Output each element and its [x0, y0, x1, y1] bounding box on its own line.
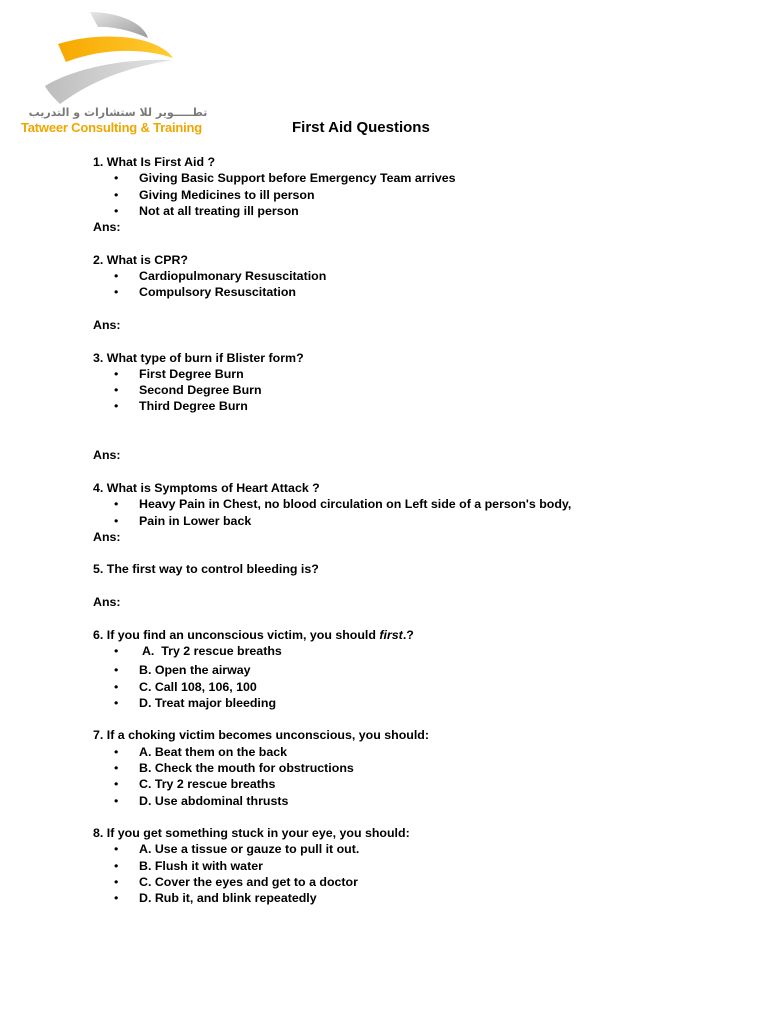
- option: • B. Check the mouth for obstructions: [93, 760, 753, 776]
- option: • D. Use abdominal thrusts: [93, 793, 753, 809]
- option: • B. Flush it with water: [93, 858, 753, 874]
- answer-label: Ans:: [93, 448, 121, 463]
- question-1-options: [93, 170, 753, 219]
- question-3-options: [93, 366, 753, 415]
- option: • Heavy Pain in Chest, no blood circulation on Left side of a person's body,: [93, 496, 753, 512]
- option: • C. Cover the eyes and get to a doctor: [93, 874, 753, 890]
- document-title: First Aid Questions: [292, 119, 430, 136]
- question-6-options: [93, 643, 753, 711]
- option: • B. Open the airway: [93, 662, 753, 678]
- option: • Giving Medicines to ill person: [93, 187, 753, 203]
- question-7: 7. If a choking victim becomes unconscious, you should:: [93, 728, 429, 743]
- question-4: 4. What is Symptoms of Heart Attack ?: [93, 480, 320, 495]
- option: • C. Call 108, 106, 100: [93, 679, 753, 695]
- option: • D. Treat major bleeding: [93, 695, 753, 711]
- question-list: [93, 154, 753, 907]
- question-6-text: 6. If you find an unconscious victim, you should: [93, 627, 380, 642]
- option: • Giving Basic Support before Emergency Team arrives: [93, 170, 753, 186]
- company-logo: [18, 6, 218, 136]
- option: • Cardiopulmonary Resuscitation: [93, 268, 753, 284]
- option: • Compulsory Resuscitation: [93, 284, 753, 300]
- answer-label: Ans:: [93, 529, 121, 544]
- logo-english-name: Tatweer Consulting & Training: [21, 120, 203, 135]
- question-8-options: [93, 841, 753, 906]
- question-1: 1. What Is First Aid ?: [93, 155, 216, 169]
- answer-label: Ans:: [93, 220, 121, 235]
- question-6: [93, 627, 753, 643]
- question-2: 2. What is CPR?: [93, 252, 189, 267]
- option: • Second Degree Burn: [93, 382, 753, 398]
- question-6-text-end: .?: [402, 627, 414, 642]
- question-5: 5. The first way to control bleeding is?: [93, 562, 319, 577]
- option: • C. Try 2 rescue breaths: [93, 776, 753, 792]
- option: • First Degree Burn: [93, 366, 753, 382]
- question-7-options: [93, 744, 753, 809]
- question-8: 8. If you get something stuck in your eye, you should:: [93, 826, 410, 841]
- question-6-emphasis: first: [379, 627, 403, 642]
- option: • A. Beat them on the back: [93, 744, 753, 760]
- question-4-options: [93, 496, 753, 529]
- question-2-options: [93, 268, 753, 301]
- option: • Not at all treating ill person: [93, 203, 753, 219]
- answer-label: Ans:: [93, 317, 121, 332]
- answer-label: Ans:: [93, 595, 121, 610]
- logo-arabic-name: تطـــــوير للا ستشارات و التدريب: [28, 106, 208, 119]
- logo-swoosh-graphic: [18, 6, 218, 116]
- option: • A. Try 2 rescue breaths: [93, 643, 753, 659]
- question-3: 3. What type of burn if Blister form?: [93, 350, 304, 365]
- option: • Pain in Lower back: [93, 513, 753, 529]
- option: • Third Degree Burn: [93, 398, 753, 414]
- option: • A. Use a tissue or gauze to pull it out.: [93, 841, 753, 857]
- option: • D. Rub it, and blink repeatedly: [93, 890, 753, 906]
